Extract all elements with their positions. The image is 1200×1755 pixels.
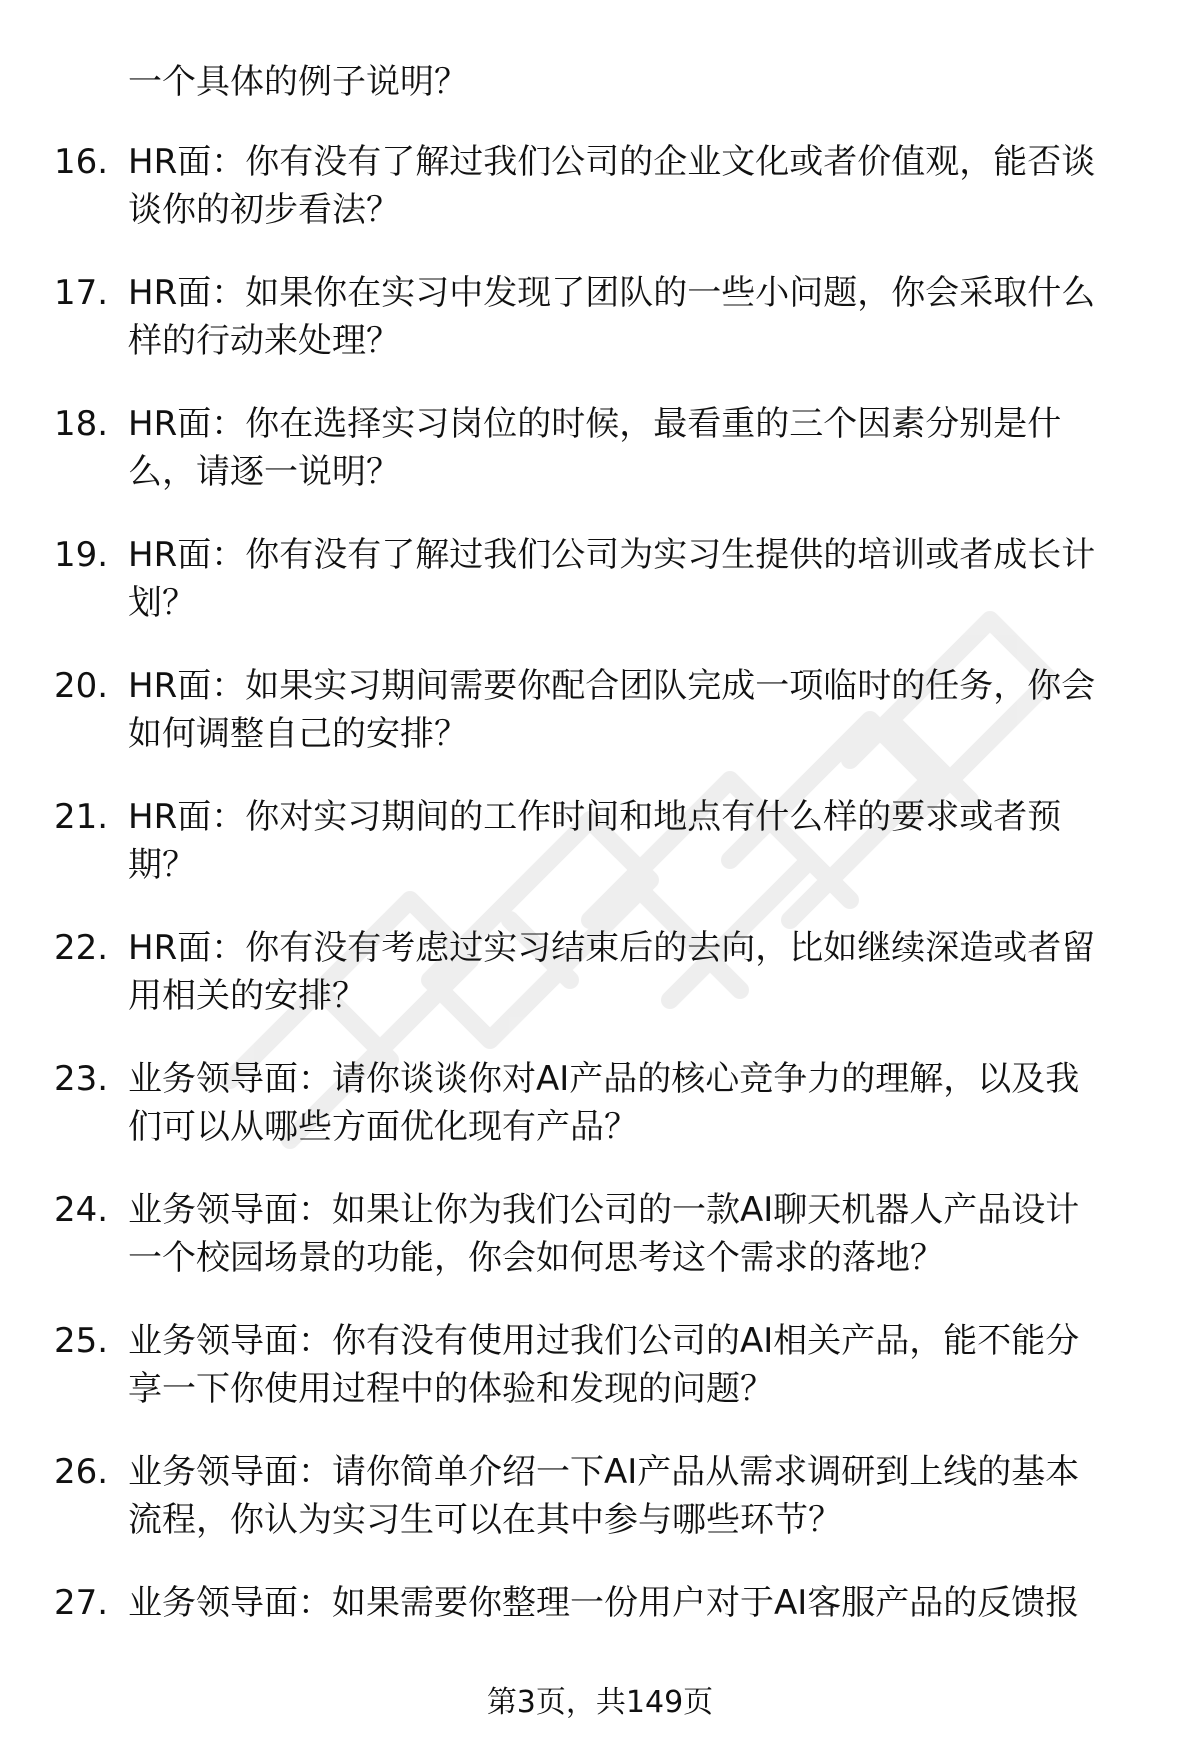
question-text-line: 谈你的初步看法？ — [128, 190, 400, 230]
question-number: 22. — [54, 928, 109, 968]
continued-question-line: 一个具体的例子说明？ — [128, 62, 468, 102]
question-number: 26. — [54, 1452, 109, 1492]
question-number: 25. — [54, 1321, 109, 1361]
question-text-line: HR面：如果实习期间需要你配合团队完成一项临时的任务，你会 — [128, 666, 1096, 706]
question-text-line: 业务领导面：请你简单介绍一下AI产品从需求调研到上线的基本 — [128, 1452, 1080, 1492]
question-item — [0, 400, 1200, 496]
question-number: 16. — [54, 142, 109, 182]
question-item — [0, 531, 1200, 627]
question-text-line: HR面：你对实习期间的工作时间和地点有什么样的要求或者预 — [128, 797, 1062, 837]
question-text-line: 用相关的安排？ — [128, 976, 366, 1016]
question-text-line: 们可以从哪些方面优化现有产品？ — [128, 1107, 638, 1147]
question-text-line: 划？ — [128, 583, 196, 623]
question-text-line: 期？ — [128, 845, 196, 885]
question-number: 18. — [54, 404, 109, 444]
question-number: 23. — [54, 1059, 109, 1099]
question-text-line: HR面：你有没有考虑过实习结束后的去向，比如继续深造或者留 — [128, 928, 1096, 968]
question-item — [0, 269, 1200, 365]
question-number: 21. — [54, 797, 109, 837]
question-item — [0, 1317, 1200, 1413]
question-text-line: 么，请逐一说明？ — [128, 452, 400, 492]
question-text-line: 一个校园场景的功能，你会如何思考这个需求的落地？ — [128, 1238, 944, 1278]
question-text-line: 业务领导面：如果让你为我们公司的一款AI聊天机器人产品设计 — [128, 1190, 1080, 1230]
question-item — [0, 138, 1200, 234]
question-text-line: 如何调整自己的安排？ — [128, 714, 468, 754]
question-text-line: 业务领导面：如果需要你整理一份用户对于AI客服产品的反馈报 — [128, 1583, 1080, 1623]
question-text-line: HR面：你有没有了解过我们公司为实习生提供的培训或者成长计 — [128, 535, 1096, 575]
question-number: 24. — [54, 1190, 109, 1230]
question-number: 17. — [54, 273, 109, 313]
question-text-line: 业务领导面：请你谈谈你对AI产品的核心竞争力的理解，以及我 — [128, 1059, 1080, 1099]
question-text-line: 业务领导面：你有没有使用过我们公司的AI相关产品，能不能分 — [128, 1321, 1080, 1361]
question-number: 20. — [54, 666, 109, 706]
question-text-line: 样的行动来处理？ — [128, 321, 400, 361]
question-item — [0, 1186, 1200, 1282]
question-item — [0, 793, 1200, 889]
question-text-line: HR面：如果你在实习中发现了团队的一些小问题，你会采取什么 — [128, 273, 1096, 313]
question-list — [0, 138, 1200, 1662]
question-item — [0, 1579, 1200, 1627]
question-text-line: HR面：你在选择实习岗位的时候，最看重的三个因素分别是什 — [128, 404, 1062, 444]
question-item — [0, 662, 1200, 758]
question-item — [0, 1448, 1200, 1544]
question-number: 27. — [54, 1583, 109, 1623]
question-text-line: 流程，你认为实习生可以在其中参与哪些环节？ — [128, 1500, 842, 1540]
question-text-line: 享一下你使用过程中的体验和发现的问题？ — [128, 1369, 774, 1409]
question-item — [0, 1055, 1200, 1151]
page-number-footer: 第3页，共149页 — [486, 1685, 714, 1720]
question-item — [0, 924, 1200, 1020]
question-number: 19. — [54, 535, 109, 575]
question-text-line: HR面：你有没有了解过我们公司的企业文化或者价值观，能否谈 — [128, 142, 1096, 182]
